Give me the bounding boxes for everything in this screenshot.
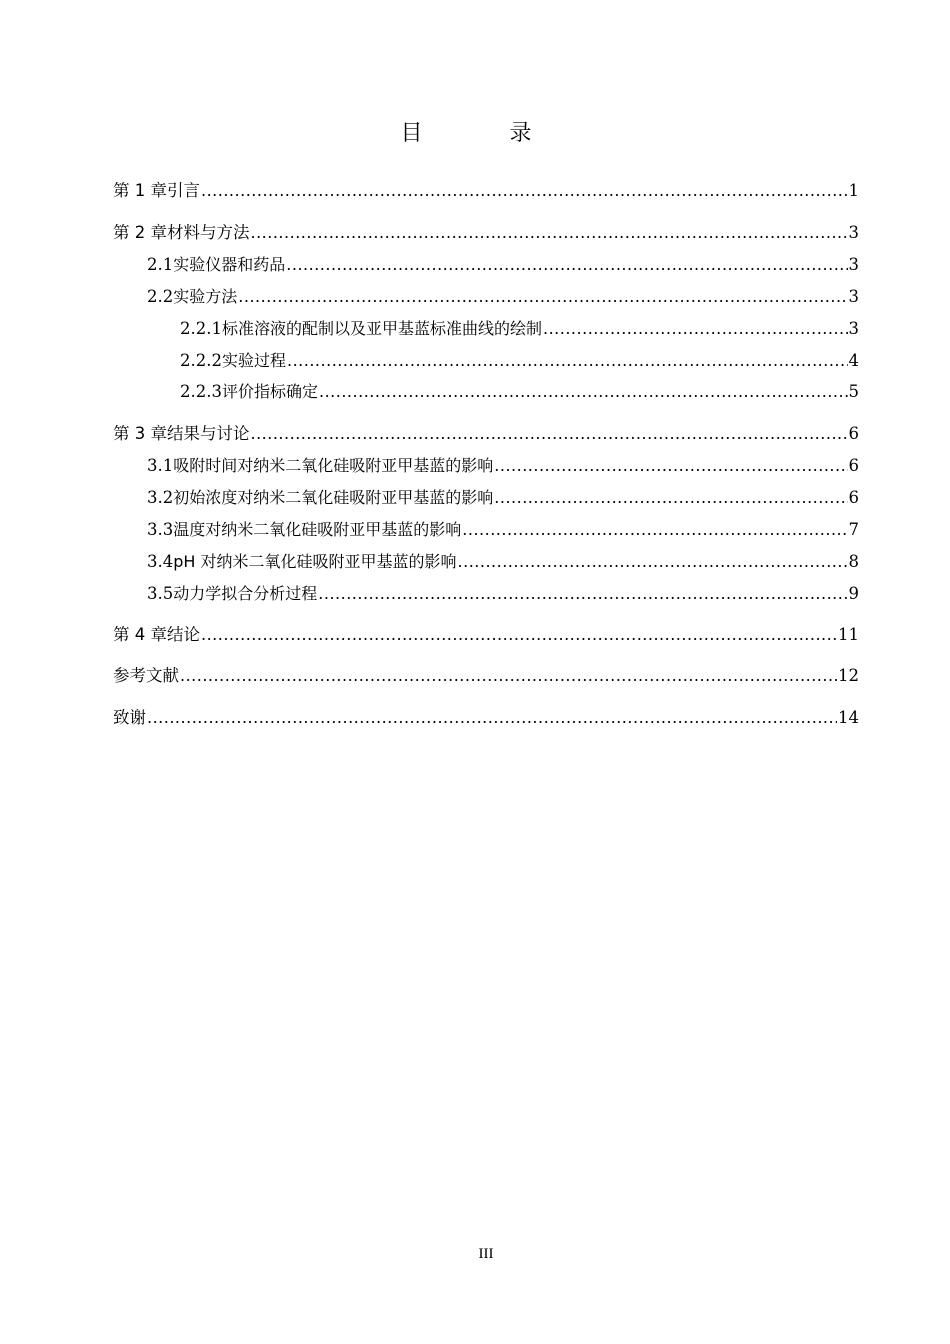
dot-leader	[251, 222, 848, 244]
toc-label: 参考文献	[113, 666, 179, 685]
dot-leader	[494, 487, 847, 509]
toc-number: 3.3	[147, 520, 174, 539]
toc-number: 2.2.2	[180, 351, 222, 370]
dot-leader	[543, 318, 848, 340]
toc-page-number: 3	[848, 223, 859, 242]
toc-page-number: 6	[848, 488, 859, 507]
toc-entry-2-1[interactable]	[113, 250, 859, 276]
toc-label: 实验仪器和药品	[173, 255, 286, 274]
toc-page-number: 11	[838, 625, 859, 644]
dot-leader	[201, 624, 837, 646]
toc-entry-2-2-1[interactable]	[113, 314, 859, 340]
dot-leader	[286, 254, 847, 276]
toc-label: 初始浓度对纳米二氧化硅吸附亚甲基蓝的影响	[173, 488, 494, 507]
dot-leader	[251, 423, 848, 445]
toc-page-number: 4	[848, 351, 859, 370]
dot-leader	[462, 519, 847, 541]
toc-page-number: 7	[848, 520, 859, 539]
toc-page-number: 3	[848, 319, 859, 338]
toc-number: 2.2.3	[180, 382, 222, 401]
toc-label: 引言	[167, 181, 200, 200]
toc-page-number: 9	[848, 584, 859, 603]
toc-page-number: 3	[848, 255, 859, 274]
toc-label: 实验过程	[221, 351, 286, 370]
toc-label: 温度对纳米二氧化硅吸附亚甲基蓝的影响	[173, 520, 462, 539]
toc-number: 2.1	[147, 255, 174, 274]
toc-page-number: 14	[838, 708, 859, 727]
toc-entry-3-4[interactable]	[113, 547, 859, 573]
toc-number: 第 3 章	[113, 424, 167, 443]
dot-leader	[287, 350, 848, 372]
toc-number: 3.5	[147, 584, 174, 603]
toc-entry-chapter-1[interactable]	[113, 176, 859, 202]
toc-number: 第 2 章	[113, 223, 167, 242]
toc-entry-chapter-4[interactable]	[113, 620, 859, 646]
dot-leader	[147, 707, 837, 729]
toc-page-number: 6	[848, 424, 859, 443]
toc-page-number: 1	[848, 181, 859, 200]
page-title: 目 录	[400, 121, 572, 146]
toc-label: 动力学拟合分析过程	[173, 584, 318, 603]
toc-number: 第 1 章	[113, 181, 167, 200]
toc-label: 吸附时间对纳米二氧化硅吸附亚甲基蓝的影响	[173, 456, 494, 475]
toc-page-number: 12	[838, 666, 859, 685]
toc-entry-references[interactable]	[113, 661, 859, 687]
toc-entry-3-3[interactable]	[113, 515, 859, 541]
toc-entry-3-2[interactable]	[113, 483, 859, 509]
toc-number: 3.2	[147, 488, 174, 507]
dot-leader	[318, 583, 847, 605]
toc-entry-2-2[interactable]	[113, 282, 859, 308]
dot-leader	[238, 286, 847, 308]
toc-page-number: 3	[848, 287, 859, 306]
toc-page-number: 8	[848, 552, 859, 571]
dot-leader	[180, 665, 837, 687]
dot-leader	[458, 551, 848, 573]
toc-label: 实验方法	[173, 287, 238, 306]
toc-label: 结果与讨论	[167, 424, 250, 443]
toc-entry-acknowledgements[interactable]	[113, 703, 859, 729]
toc-entry-2-2-2[interactable]	[113, 346, 859, 372]
toc-entry-3-5[interactable]	[113, 579, 859, 605]
toc-entry-2-2-3[interactable]	[113, 377, 859, 403]
toc-page-number: 5	[848, 382, 859, 401]
toc-label: 标准溶液的配制以及亚甲基蓝标准曲线的绘制	[221, 319, 542, 338]
page-footer-number: III	[478, 1246, 494, 1262]
toc-label: 评价指标确定	[221, 382, 318, 401]
toc-label: 材料与方法	[167, 223, 250, 242]
toc-number: 2.2	[147, 287, 174, 306]
dot-leader	[201, 180, 848, 202]
toc-page-number: 6	[848, 456, 859, 475]
toc-number: 3.1	[147, 456, 174, 475]
toc-entry-3-1[interactable]	[113, 451, 859, 477]
toc-entry-chapter-2[interactable]	[113, 218, 859, 244]
toc-entry-chapter-3[interactable]	[113, 419, 859, 445]
toc-label: 致谢	[113, 708, 146, 727]
toc-number: 3.4	[147, 552, 174, 571]
toc-number: 2.2.1	[180, 319, 222, 338]
toc-label: pH 对纳米二氧化硅吸附亚甲基蓝的影响	[173, 552, 457, 571]
toc-number: 第 4 章	[113, 625, 167, 644]
dot-leader	[319, 381, 848, 403]
toc-label: 结论	[167, 625, 200, 644]
dot-leader	[494, 455, 847, 477]
